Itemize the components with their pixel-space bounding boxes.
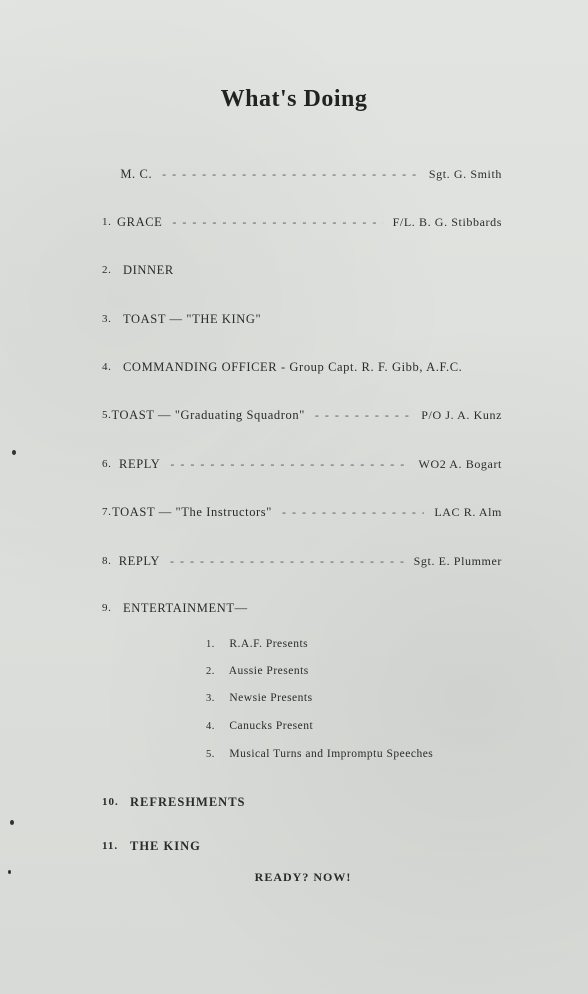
sub-item-number: 5. [206, 749, 215, 760]
item-label: DINNER [123, 262, 174, 277]
item-number: 4. [102, 361, 112, 373]
leader-dots [172, 215, 382, 230]
entertainment-item [206, 748, 433, 760]
program-item-grace [102, 212, 502, 232]
item-label: THE KING [130, 838, 201, 853]
item-person: Sgt. E. Plummer [413, 553, 502, 568]
item-label: M. C. [120, 166, 153, 181]
entertainment-item [206, 638, 308, 650]
sub-item-label: Newsie Presents [229, 692, 313, 704]
page-title: What's Doing [220, 86, 368, 112]
item-number: 10. [102, 796, 119, 808]
sub-item-number: 2. [206, 666, 215, 677]
entertainment-item [206, 665, 309, 677]
entertainment-item [206, 720, 313, 732]
sub-item-label: Canucks Present [229, 720, 314, 732]
leader-dots [162, 167, 419, 182]
leader-dots [282, 505, 424, 520]
item-number: 7. [102, 506, 112, 518]
footer-slogan: READY? NOW! [254, 870, 352, 884]
program-item-reply-2 [102, 551, 502, 571]
item-label: REPLY [119, 456, 161, 471]
program-item-the-king [102, 836, 502, 856]
program-item-mc [102, 164, 502, 184]
scan-speck [12, 450, 16, 455]
item-label: REPLY [118, 553, 161, 568]
item-number: 11. [102, 840, 119, 852]
item-number: 2. [102, 264, 112, 276]
program-item-reply-1 [102, 454, 502, 474]
sub-item-number: 4. [206, 721, 215, 732]
entertainment-item [206, 692, 313, 704]
program-item-refreshments [102, 792, 502, 812]
leader-dots [170, 457, 408, 472]
program-item-commanding-officer [102, 357, 502, 377]
scan-speck [10, 820, 14, 825]
sub-item-number: 1. [206, 639, 215, 650]
item-person: LAC R. Alm [434, 504, 502, 519]
program-item-toast-instructors [102, 502, 502, 522]
item-person: P/O J. A. Kunz [421, 407, 502, 422]
item-label: COMMANDING OFFICER - Group Capt. R. F. Gibb, A.F.C. [123, 359, 463, 374]
program-item-dinner [102, 260, 502, 280]
sub-item-label: Aussie Presents [228, 665, 309, 677]
item-number: 1. [102, 216, 112, 228]
item-label: GRACE [117, 214, 163, 229]
scan-speck [8, 870, 11, 874]
item-person: Sgt. G. Smith [428, 166, 502, 181]
leader-dots [170, 554, 404, 569]
item-label: ENTERTAINMENT— [123, 600, 248, 615]
item-person: WO2 A. Bogart [418, 456, 502, 471]
item-number: 9. [102, 602, 112, 614]
item-number: 3. [102, 313, 112, 325]
sub-item-label: R.A.F. Presents [229, 638, 309, 650]
item-person: F/L. B. G. Stibbards [392, 214, 502, 229]
program-item-toast-king [102, 309, 502, 329]
program-item-toast-graduating [102, 405, 502, 425]
sub-item-label: Musical Turns and Impromptu Speeches [229, 748, 434, 760]
sub-item-number: 3. [206, 693, 215, 704]
program-item-entertainment [102, 598, 502, 618]
item-number: 8. [102, 555, 112, 567]
item-label: TOAST — "THE KING" [123, 311, 262, 326]
item-label: TOAST — "Graduating Squadron" [111, 407, 305, 422]
item-number: 6. [102, 458, 112, 470]
item-number: 5. [102, 409, 112, 421]
leader-dots [315, 408, 411, 423]
item-label: TOAST — "The Instructors" [112, 504, 272, 519]
item-label: REFRESHMENTS [130, 794, 246, 809]
